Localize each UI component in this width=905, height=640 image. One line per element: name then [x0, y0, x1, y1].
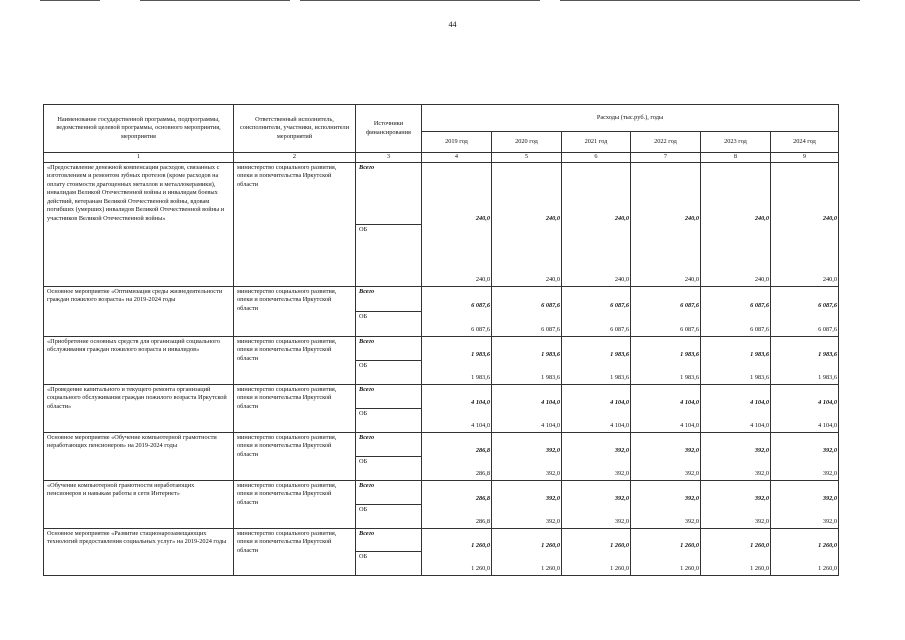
row-year-values	[701, 480, 771, 528]
row-name: «Проведение капитального и текущего ремонта организаций социального обслуживания граждан пожилого возраста Иркутской области»	[44, 384, 234, 432]
value-ob: 1 260,0	[471, 565, 490, 572]
table-row	[44, 162, 839, 286]
header-name: Наименование государственной программы, подпрограммы, ведомственной целевой программы, основного мероприятия, мероприятия	[44, 105, 234, 153]
table-row	[44, 432, 839, 480]
value-ob: 240,0	[614, 276, 629, 283]
header-year: 2023 год	[701, 132, 771, 153]
row-year-values	[562, 384, 631, 432]
value-ob: 6 087,6	[541, 326, 560, 333]
value-ob: 1 260,0	[610, 565, 629, 572]
value-ob: 240,0	[684, 276, 699, 283]
source-ob-label: ОБ	[359, 553, 368, 560]
row-year-values	[492, 384, 562, 432]
value-ob: 1 983,6	[541, 374, 560, 381]
value-total: 1 260,0	[750, 542, 769, 549]
value-total: 392,0	[822, 494, 838, 502]
value-ob: 6 087,6	[818, 326, 838, 333]
row-name: «Обучение компьютерной грамотности неработающих пенсионеров и навыкам работы в сети Интернет»	[44, 480, 234, 528]
row-name: «Приобретение основных средств для организаций социального обслуживания граждан пожилого возраста и инвалидов»	[44, 336, 234, 384]
row-year-values	[492, 336, 562, 384]
value-ob: 4 104,0	[750, 422, 769, 429]
row-year-values	[771, 432, 839, 480]
value-total: 392,0	[754, 446, 769, 454]
source-ob-label: ОБ	[359, 361, 368, 369]
row-year-values	[422, 384, 492, 432]
source-ob-label: ОБ	[359, 505, 368, 513]
row-name: «Предоставление денежной компенсации расходов, связанных с изготовлением и ремонтом зубных протезов (кроме расходов на оплату стоимости драгоценных металлов и металлокерамики), инвалидам Великой Отечественной войны и инвалидам боевых действий, ветеранам Великой Отечественной войны, вдовам погибших (умерших) инвалидов Великой Отечественной войны и участников Великой Отечественной войны»	[44, 162, 234, 286]
top-scan-rule	[560, 0, 860, 1]
row-year-values	[701, 432, 771, 480]
value-ob: 6 087,6	[610, 326, 629, 333]
row-year-values	[562, 528, 631, 575]
row-responsible: министерство социального развития, опеки и попечительства Иркутской области	[234, 336, 356, 384]
table-row	[44, 286, 839, 336]
row-year-values	[492, 480, 562, 528]
value-total: 6 087,6	[750, 301, 769, 309]
row-responsible: министерство социального развития, опеки и попечительства Иркутской области	[234, 286, 356, 336]
value-ob: 392,0	[684, 518, 699, 525]
row-responsible: министерство социального развития, опеки и попечительства Иркутской области	[234, 162, 356, 286]
column-number: 8	[701, 153, 771, 163]
value-ob: 240,0	[822, 276, 838, 283]
value-ob: 286,8	[475, 518, 490, 525]
row-year-values	[422, 336, 492, 384]
value-total: 4 104,0	[750, 398, 769, 406]
value-ob: 1 983,6	[818, 374, 838, 381]
top-scan-rule	[140, 0, 290, 1]
value-total: 286,8	[475, 494, 490, 502]
page-number: 44	[448, 20, 457, 29]
table-row	[44, 336, 839, 384]
source-ob-label: ОБ	[359, 409, 368, 417]
row-year-values	[631, 336, 701, 384]
row-sources	[356, 480, 422, 528]
source-total-label: Всего	[356, 287, 421, 312]
value-total: 286,8	[475, 446, 490, 454]
value-ob: 240,0	[754, 276, 769, 283]
row-year-values	[631, 286, 701, 336]
row-responsible: министерство социального развития, опеки и попечительства Иркутской области	[234, 432, 356, 480]
value-ob: 1 260,0	[541, 565, 560, 572]
table-row	[44, 384, 839, 432]
value-total: 392,0	[684, 446, 699, 454]
row-sources	[356, 432, 422, 480]
row-year-values	[631, 480, 701, 528]
value-ob: 6 087,6	[471, 326, 490, 333]
row-year-values	[422, 432, 492, 480]
value-ob: 4 104,0	[680, 422, 699, 429]
header-responsible: Ответственный исполнитель, соисполнители, участники, исполнители мероприятий	[234, 105, 356, 153]
value-ob: 286,8	[475, 470, 490, 477]
value-ob: 1 983,6	[680, 374, 699, 381]
table-body	[44, 162, 839, 575]
header-year: 2019 год	[422, 132, 492, 153]
value-total: 392,0	[614, 494, 629, 502]
row-sources	[356, 286, 422, 336]
source-ob-label: ОБ	[359, 457, 368, 465]
row-year-values	[562, 162, 631, 286]
value-ob: 1 260,0	[818, 565, 838, 572]
budget-table	[43, 104, 839, 576]
row-year-values	[562, 336, 631, 384]
row-year-values	[631, 528, 701, 575]
row-responsible: министерство социального развития, опеки и попечительства Иркутской области	[234, 384, 356, 432]
header-year: 2022 год	[631, 132, 701, 153]
value-ob: 1 983,6	[471, 374, 490, 381]
header-year: 2024 год	[771, 132, 839, 153]
row-sources	[356, 336, 422, 384]
value-total: 6 087,6	[610, 301, 629, 309]
value-ob: 4 104,0	[471, 422, 490, 429]
value-ob: 392,0	[545, 470, 560, 477]
source-total-label: Всего	[356, 529, 421, 553]
value-ob: 240,0	[545, 276, 560, 283]
value-total: 1 260,0	[680, 542, 699, 549]
value-total: 4 104,0	[610, 398, 629, 406]
row-sources	[356, 162, 422, 286]
row-sources	[356, 384, 422, 432]
value-total: 6 087,6	[471, 301, 490, 309]
value-ob: 4 104,0	[541, 422, 560, 429]
value-total: 1 983,6	[610, 350, 629, 358]
table-row	[44, 528, 839, 575]
header-year: 2021 год	[562, 132, 631, 153]
row-year-values	[422, 480, 492, 528]
value-total: 1 260,0	[541, 542, 560, 549]
value-ob: 1 983,6	[610, 374, 629, 381]
row-year-values	[701, 384, 771, 432]
source-total-label: Всего	[356, 433, 421, 457]
value-ob: 392,0	[754, 518, 769, 525]
row-year-values	[771, 528, 839, 575]
value-ob: 4 104,0	[610, 422, 629, 429]
source-ob-label: ОБ	[359, 312, 368, 320]
row-year-values	[562, 286, 631, 336]
value-total: 1 983,6	[471, 350, 490, 358]
value-total: 1 260,0	[610, 542, 629, 549]
value-ob: 6 087,6	[680, 326, 699, 333]
row-year-values	[631, 162, 701, 286]
row-year-values	[701, 528, 771, 575]
table-row	[44, 480, 839, 528]
row-year-values	[631, 432, 701, 480]
row-name: Основное мероприятие «Оптимизация среды жизнедеятельности граждан пожилого возраста» на 2019-2024 годы	[44, 286, 234, 336]
value-total: 4 104,0	[541, 398, 560, 406]
value-total: 240,0	[614, 214, 629, 222]
source-total-label: Всего	[356, 163, 421, 225]
value-total: 392,0	[822, 446, 838, 454]
row-year-values	[492, 432, 562, 480]
value-total: 240,0	[684, 214, 699, 222]
value-total: 6 087,6	[541, 301, 560, 309]
top-scan-rule	[300, 0, 540, 1]
value-total: 392,0	[545, 446, 560, 454]
source-ob-label: ОБ	[359, 225, 368, 233]
value-total: 392,0	[684, 494, 699, 502]
value-ob: 240,0	[475, 276, 490, 283]
column-number: 4	[422, 153, 492, 163]
row-year-values	[562, 480, 631, 528]
column-number: 6	[562, 153, 631, 163]
value-total: 240,0	[545, 214, 560, 222]
value-ob: 1 260,0	[750, 565, 769, 572]
row-year-values	[422, 162, 492, 286]
row-year-values	[701, 286, 771, 336]
row-year-values	[631, 384, 701, 432]
row-year-values	[701, 162, 771, 286]
value-total: 1 260,0	[818, 542, 838, 549]
row-year-values	[771, 480, 839, 528]
value-ob: 392,0	[822, 518, 838, 525]
row-responsible: министерство социального развития, опеки и попечительства Иркутской области	[234, 528, 356, 575]
source-total-label: Всего	[356, 481, 421, 505]
row-sources	[356, 528, 422, 575]
value-total: 4 104,0	[818, 398, 838, 406]
value-total: 1 983,6	[680, 350, 699, 358]
value-total: 1 983,6	[818, 350, 838, 358]
row-year-values	[771, 384, 839, 432]
row-year-values	[562, 432, 631, 480]
row-year-values	[771, 162, 839, 286]
column-number: 7	[631, 153, 701, 163]
row-year-values	[422, 286, 492, 336]
column-number: 9	[771, 153, 839, 163]
row-year-values	[492, 528, 562, 575]
value-total: 240,0	[822, 214, 838, 222]
row-responsible: министерство социального развития, опеки и попечительства Иркутской области	[234, 480, 356, 528]
value-ob: 392,0	[684, 470, 699, 477]
value-ob: 392,0	[754, 470, 769, 477]
column-number: 1	[44, 153, 234, 163]
top-scan-rule	[40, 0, 100, 1]
value-total: 240,0	[754, 214, 769, 222]
header-expenses: Расходы (тыс.руб.), годы	[422, 105, 839, 132]
row-name: Основное мероприятие «Обучение компьютерной грамотности неработающих пенсионеров» на 2019-2024 годы	[44, 432, 234, 480]
column-number: 2	[234, 153, 356, 163]
row-year-values	[771, 336, 839, 384]
value-total: 4 104,0	[471, 398, 490, 406]
value-total: 1 260,0	[471, 542, 490, 549]
value-total: 240,0	[475, 214, 490, 222]
source-total-label: Всего	[356, 337, 421, 361]
value-ob: 4 104,0	[818, 422, 838, 429]
row-year-values	[492, 286, 562, 336]
value-ob: 1 983,6	[750, 374, 769, 381]
value-total: 6 087,6	[680, 301, 699, 309]
value-total: 6 087,6	[818, 301, 838, 309]
column-number: 5	[492, 153, 562, 163]
value-total: 4 104,0	[680, 398, 699, 406]
row-year-values	[422, 528, 492, 575]
value-total: 1 983,6	[750, 350, 769, 358]
value-ob: 392,0	[545, 518, 560, 525]
row-name: Основное мероприятие «Развитие стационарозамещающих технологий предоставления социальных услуг» на 2019-2024 годы	[44, 528, 234, 575]
row-year-values	[701, 336, 771, 384]
value-total: 392,0	[545, 494, 560, 502]
header-year: 2020 год	[492, 132, 562, 153]
value-total: 1 983,6	[541, 350, 560, 358]
value-total: 392,0	[614, 446, 629, 454]
value-ob: 392,0	[614, 470, 629, 477]
value-ob: 392,0	[614, 518, 629, 525]
value-total: 392,0	[754, 494, 769, 502]
value-ob: 6 087,6	[750, 326, 769, 333]
value-ob: 1 260,0	[680, 565, 699, 572]
row-year-values	[492, 162, 562, 286]
source-total-label: Всего	[356, 385, 421, 409]
header-sources: Источники финансирования	[356, 105, 422, 153]
row-year-values	[771, 286, 839, 336]
column-number: 3	[356, 153, 422, 163]
value-ob: 392,0	[822, 470, 838, 477]
